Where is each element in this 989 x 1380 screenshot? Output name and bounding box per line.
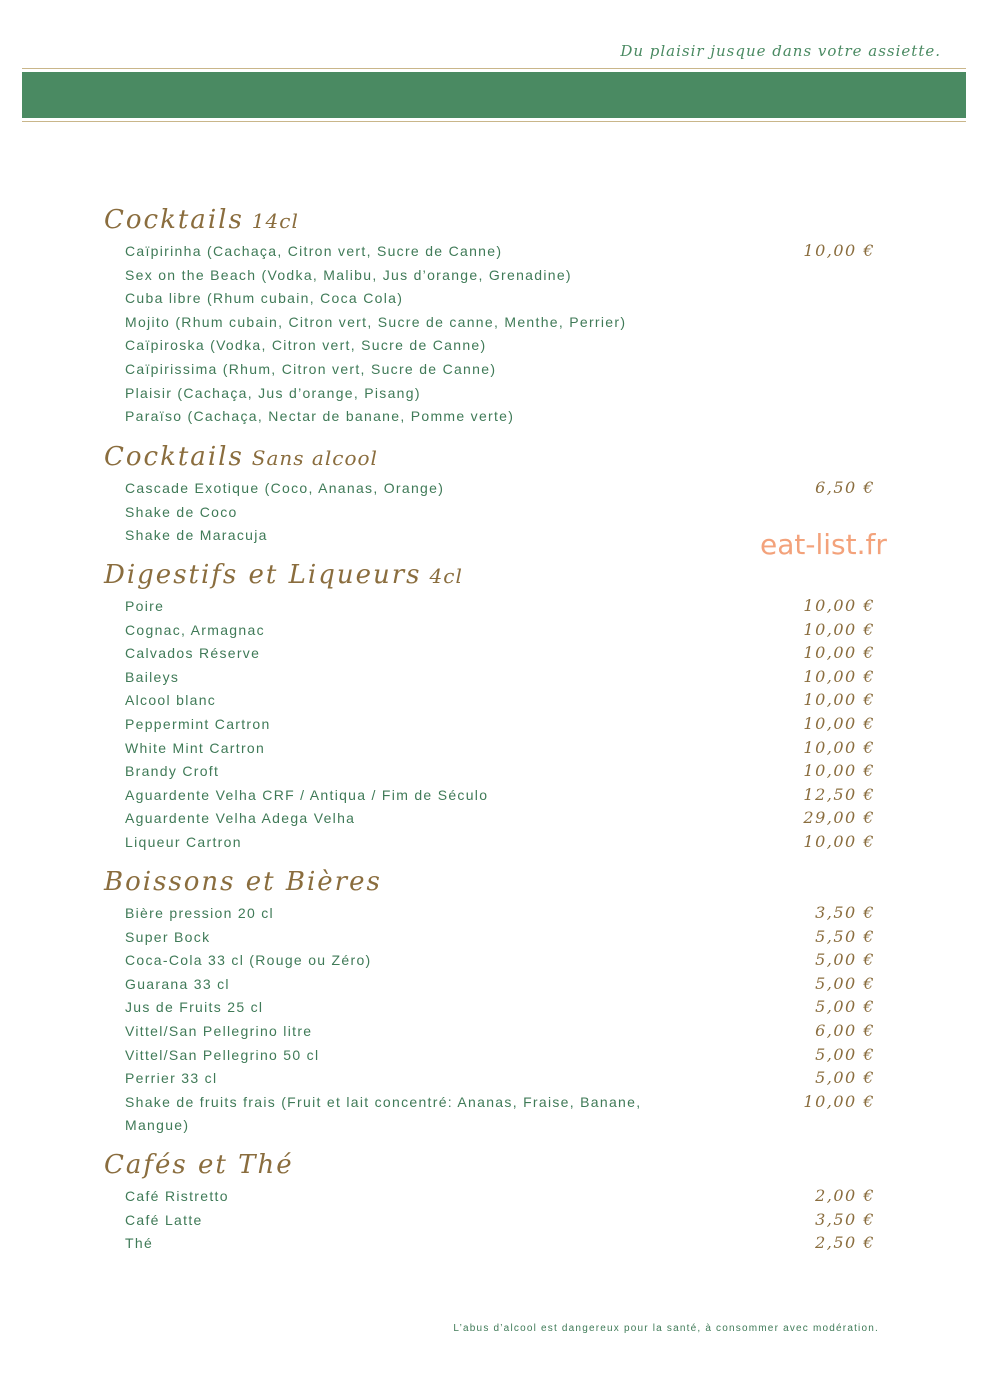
menu-item-name: Paraïso (Cachaça, Nectar de banane, Pomme verte) — [125, 408, 515, 425]
section-subtitle: 14cl — [251, 209, 299, 233]
menu-item — [125, 716, 877, 740]
menu-item-name: Calvados Réserve — [125, 645, 261, 662]
menu-item-name: Café Latte — [125, 1211, 203, 1228]
menu-item-price: 10,00 € — [803, 832, 875, 851]
menu-item-price: 5,00 € — [815, 1044, 875, 1064]
menu-item — [125, 973, 877, 1000]
menu-item-name: Aguardente Velha Adega Velha — [125, 810, 356, 827]
menu-item-price: 3,50 € — [815, 1209, 875, 1229]
menu-item-price: 10,00 € — [803, 241, 875, 260]
menu-item-name: Perrier 33 cl — [125, 1070, 218, 1087]
menu-item-price: 29,00 € — [803, 808, 875, 828]
menu-item-price: 10,00 € — [803, 737, 875, 757]
section-title-text: Boissons et Bières — [104, 867, 382, 897]
section-title — [104, 1150, 294, 1180]
section-title-text: Cafés et Thé — [104, 1150, 294, 1180]
menu-item-name: Plaisir (Cachaça, Jus d’orange, Pisang) — [125, 384, 421, 401]
section-title — [104, 867, 382, 897]
menu-item — [125, 737, 877, 764]
menu-item-name: Shake de fruits frais (Fruit et lait concentré: Ananas, Fraise, Banane, — [125, 1093, 642, 1110]
menu-item-price: 10,00 € — [803, 619, 875, 639]
menu-item-name: Caïpirinha (Cachaça, Citron vert, Sucre de Canne) — [125, 243, 503, 259]
menu-item-price: 2,00 € — [815, 1186, 875, 1205]
menu-item — [125, 480, 877, 504]
section-title — [104, 442, 378, 472]
menu-item-name: Alcool blanc — [125, 692, 217, 709]
menu-item-price: 6,00 € — [815, 1021, 875, 1040]
menu-item-name: Cognac, Armagnac — [125, 621, 265, 638]
menu-item — [125, 1070, 877, 1094]
menu-item-price: 10,00 € — [803, 643, 875, 663]
menu-item-name: Peppermint Cartron — [125, 716, 271, 732]
menu-item-name: Poire — [125, 598, 165, 614]
menu-item — [125, 810, 877, 834]
menu-item — [125, 504, 877, 528]
menu-item — [125, 1023, 877, 1047]
menu-item — [125, 267, 877, 291]
menu-item-name: Jus de Fruits 25 cl — [125, 999, 264, 1016]
menu-item-price: 3,50 € — [815, 903, 875, 922]
menu-item-name: Thé — [125, 1235, 154, 1252]
header-band — [22, 72, 966, 118]
menu-item-name: Mojito (Rhum cubain, Citron vert, Sucre de canne, Menthe, Perrier) — [125, 313, 627, 330]
header-rule-top — [22, 68, 966, 69]
menu-item — [125, 385, 877, 409]
menu-item-price: 10,00 € — [803, 666, 875, 686]
footer-disclaimer: L’abus d’alcool est dangereux pour la santé, à consommer avec modération. — [453, 1323, 879, 1334]
menu-item-price: 10,00 € — [803, 761, 875, 781]
menu-item — [125, 598, 877, 622]
menu-item — [125, 692, 877, 716]
menu-item — [125, 1091, 877, 1118]
menu-item-price: 5,00 € — [815, 1068, 875, 1088]
menu-item-price: 5,00 € — [815, 973, 875, 993]
menu-item — [125, 337, 877, 361]
menu-item-name: Bière pression 20 cl — [125, 905, 274, 921]
menu-item — [125, 314, 877, 338]
menu-item-name: Café Ristretto — [125, 1188, 229, 1204]
section-subtitle: Sans alcool — [251, 446, 378, 470]
menu-item-price: 5,00 € — [815, 997, 875, 1017]
section-title-text: Cocktails — [104, 205, 244, 235]
menu-item-name: Vittel/San Pellegrino litre — [125, 1023, 313, 1039]
menu-item — [125, 999, 877, 1023]
menu-item — [125, 361, 877, 385]
menu-item-name: Coca-Cola 33 cl (Rouge ou Zéro) — [125, 952, 372, 969]
menu-item — [125, 408, 877, 432]
menu-item-price: 10,00 € — [803, 1091, 875, 1111]
menu-item-price: 10,00 € — [803, 596, 875, 615]
menu-item-price: 10,00 € — [803, 690, 875, 710]
menu-item — [125, 290, 877, 314]
menu-item-name: Aguardente Velha CRF / Antiqua / Fim de Século — [125, 786, 489, 803]
menu-item-name: Caïpiroska (Vodka, Citron vert, Sucre de Canne) — [125, 337, 487, 354]
menu-item — [125, 784, 877, 811]
menu-item-price: 10,00 € — [803, 714, 875, 733]
menu-item — [125, 645, 877, 669]
menu-item — [125, 926, 877, 953]
menu-item-price: 2,50 € — [815, 1233, 875, 1253]
menu-item — [125, 952, 877, 976]
header-rule-bottom — [22, 121, 966, 122]
menu-item-name: Liqueur Cartron — [125, 834, 242, 850]
menu-item-name: Vittel/San Pellegrino 50 cl — [125, 1046, 320, 1063]
menu-item-price: 5,00 € — [815, 950, 875, 970]
menu-item-name: Super Bock — [125, 928, 211, 945]
section-subtitle: 4cl — [429, 564, 463, 588]
menu-item — [125, 666, 877, 693]
menu-item — [125, 1117, 877, 1141]
menu-item — [125, 1235, 877, 1259]
menu-item-name: White Mint Cartron — [125, 739, 266, 756]
menu-item-price: 6,50 € — [815, 478, 875, 497]
menu-item-name: Caïpirissima (Rhum, Citron vert, Sucre de Canne) — [125, 361, 497, 377]
menu-item-name: Cascade Exotique (Coco, Ananas, Orange) — [125, 480, 445, 496]
menu-item-name: Guarana 33 cl — [125, 975, 230, 992]
section-title-text: Cocktails — [104, 442, 244, 472]
watermark: eat-list.fr — [760, 528, 887, 561]
section-title — [104, 560, 463, 590]
menu-item — [125, 619, 877, 646]
menu-item-price: 5,50 € — [815, 926, 875, 946]
menu-item — [125, 905, 877, 929]
menu-item-name: Cuba libre (Rhum cubain, Coca Cola) — [125, 290, 404, 307]
menu-item-name: Baileys — [125, 668, 180, 685]
menu-item — [125, 763, 877, 787]
tagline: Du plaisir jusque dans votre assiette. — [620, 42, 941, 60]
menu-item — [125, 1188, 877, 1212]
menu-item — [125, 243, 877, 267]
section-title-text: Digestifs et Liqueurs — [104, 560, 422, 590]
menu-item — [125, 1044, 877, 1071]
menu-item-name: Sex on the Beach (Vodka, Malibu, Jus d’orange, Grenadine) — [125, 266, 572, 283]
menu-item-price: 12,50 € — [803, 784, 875, 804]
menu-item-name: Mangue) — [125, 1117, 190, 1134]
menu-item-name: Shake de Coco — [125, 503, 238, 520]
menu-item — [125, 834, 877, 858]
section-title — [104, 205, 299, 235]
menu-item — [125, 1209, 877, 1236]
menu-item-name: Shake de Maracuja — [125, 527, 268, 544]
menu-item-name: Brandy Croft — [125, 763, 220, 780]
